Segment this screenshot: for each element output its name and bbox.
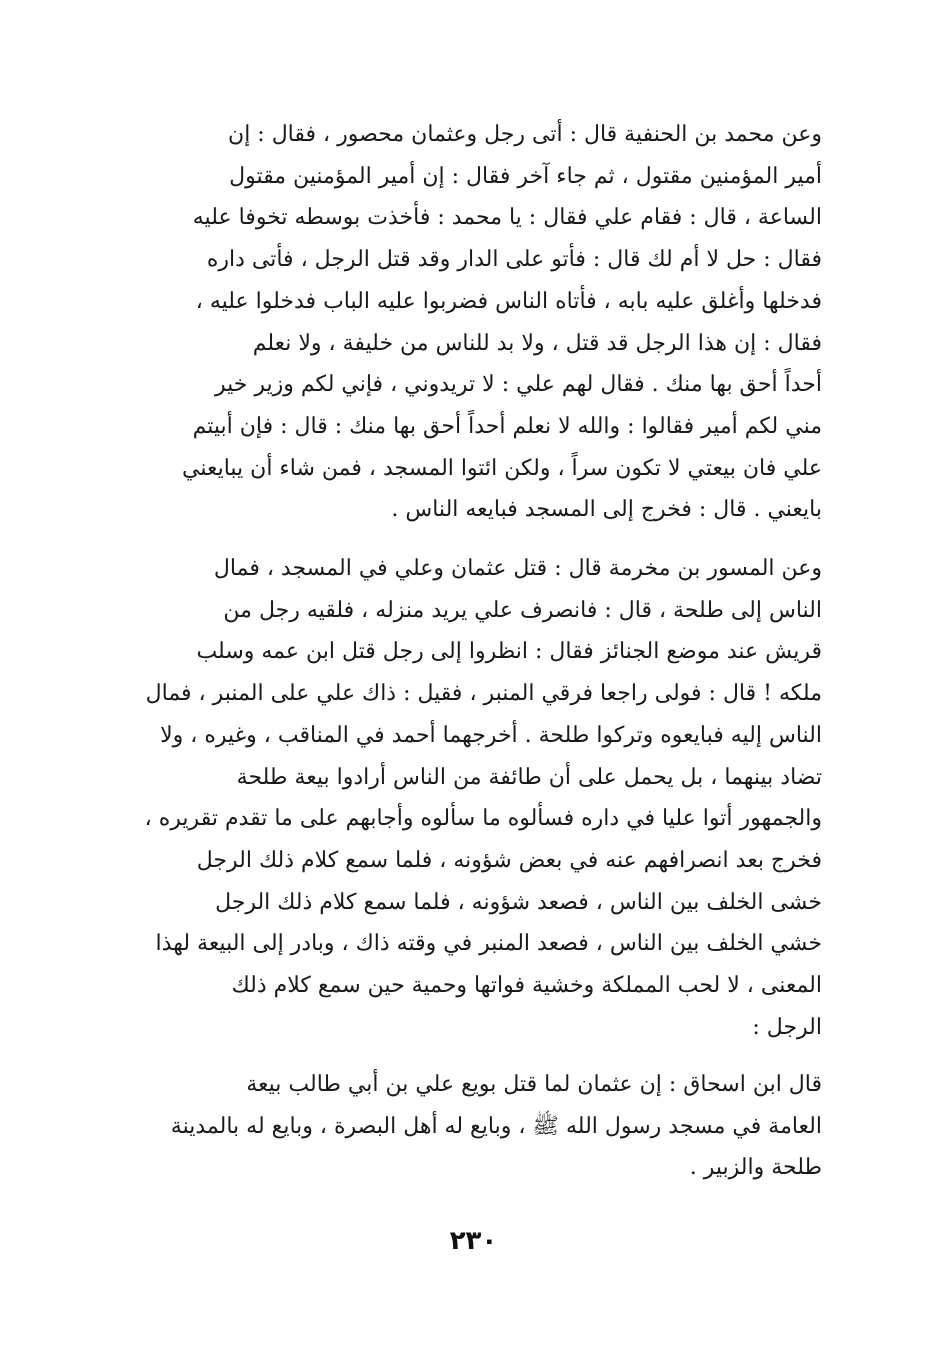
text-line: الرجل : <box>752 1014 822 1040</box>
text-line: المعنى ، لا لحب المملكة وخشية فواتها وحمية حين سمع كلام ذلك <box>231 973 822 999</box>
text-line: فخرج بعد انصرافهم عنه في بعض شؤونه ، فلما سمع كلام ذلك الرجل <box>196 847 822 873</box>
text-line: الساعة ، قال : فقام علي فقال : يا محمد : فأخذت بوسطه تخوفا عليه <box>192 205 822 231</box>
text-line: طلحة والزبير . <box>689 1155 822 1181</box>
text-line: خشى الخلف بين الناس ، فصعد شؤونه ، فلما سمع كلام ذلك الرجل <box>215 889 822 915</box>
text-line: وعن محمد بن الحنفية قال : أتى رجل وعثمان محصور ، فقال : إن <box>228 122 822 147</box>
text-line: أحداً أحق بها منك . فقال لهم علي : لا تريدوني ، فإني لكم وزير خير <box>215 372 822 398</box>
text-line: مني لكم أمير فقالوا : والله لا نعلم أحداً أحق بها منك : قال : فإن أبيتم <box>192 413 822 439</box>
text-line: بايعني . قال : فخرج إلى المسجد فبايعه الناس . <box>391 497 822 523</box>
text-line: ملكه ! قال : فولى راجعا فرقي المنبر ، فقيل : ذاك علي على المنبر ، فمال <box>145 681 822 707</box>
text-line: قريش عند موضع الجنائز فقال : انظروا إلى رجل قتل ابن عمه وسلب <box>196 639 822 665</box>
text-line: تضاد بينهما ، بل يحمل على أن طائفة من الناس أرادوا بيعة طلحة <box>236 764 822 790</box>
text-line: قال ابن اسحاق : إن عثمان لما قتل بويع علي بن أبي طالب بيعة <box>246 1072 822 1097</box>
paragraph-1 <box>118 114 822 531</box>
text-line: خشي الخلف بين الناس ، فصعد المنبر في وقته ذاك ، وبادر إلى البيعة لهذا <box>155 931 822 957</box>
text-line: الناس إلى طلحة ، قال : فانصرف علي يريد منزله ، فلقيه رجل من <box>223 597 822 623</box>
text-line: فقال : حل لا أم لك قال : فأتو على الدار وقد قتل الرجل ، فأتى داره <box>206 247 822 273</box>
paragraph-2 <box>118 548 822 1048</box>
page-number: ٢٣٠ <box>449 1226 498 1256</box>
text-line: فقال : إن هذا الرجل قد قتل ، ولا بد للناس من خليفة ، ولا نعلم <box>252 330 822 356</box>
text-line: وعن المسور بن مخرمة قال : قتل عثمان وعلي في المسجد ، فمال <box>213 556 822 581</box>
paragraph-3 <box>118 1064 822 1189</box>
text-line: أمير المؤمنين مقتول ، ثم جاء آخر فقال : إن أمير المؤمنين مقتول <box>229 163 822 189</box>
text-line: الناس إليه فبايعوه وتركوا طلحة . أخرجهما أحمد في المناقب ، وغيره ، ولا <box>160 722 822 748</box>
text-line: علي فان بيعتي لا تكون سراً ، ولكن ائتوا المسجد ، فمن شاء أن يبايعني <box>182 455 822 481</box>
text-line: والجمهور أتوا عليا في داره فسألوه ما سألوه وأجابهم على ما تقدم تقريره ، <box>144 806 822 832</box>
text-line: العامة في مسجد رسول الله ﷺ ، وبايع له أهل البصرة ، وبايع له بالمدينة <box>170 1113 822 1139</box>
text-line: فدخلها وأغلق عليه بابه ، فأتاه الناس فضربوا عليه الباب فدخلوا عليه ، <box>195 288 822 314</box>
